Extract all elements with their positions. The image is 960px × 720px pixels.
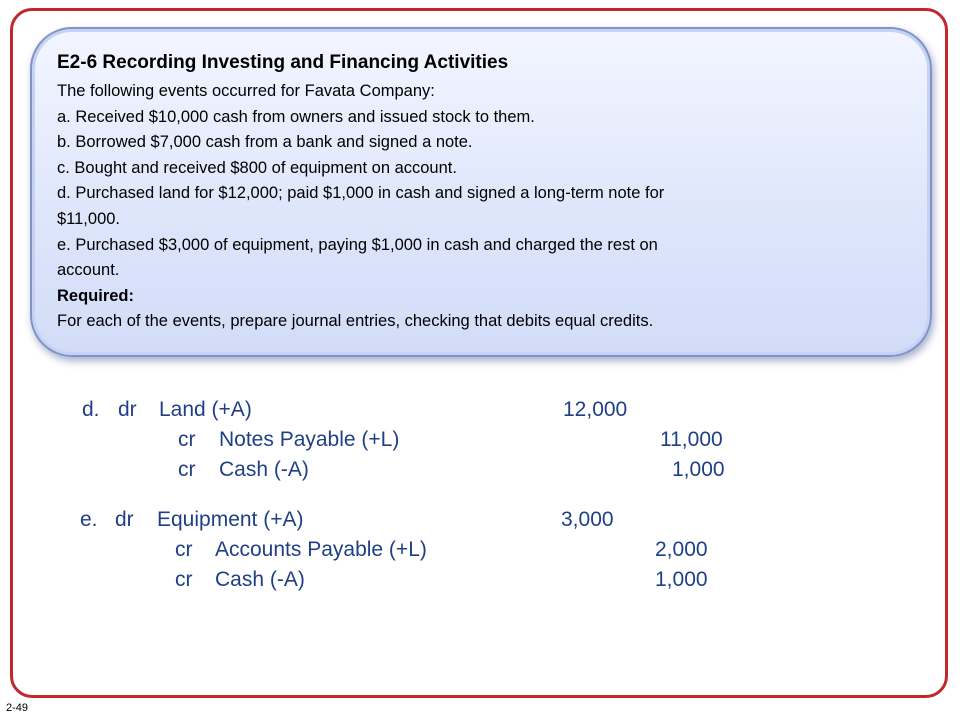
entry-d-credit-account: Notes Payable (+L) [219,428,400,451]
entry-d-label: d. [82,398,100,421]
event-line: a. Received $10,000 cash from owners and issued stock to them. [57,107,535,126]
problem-intro: The following events occurred for Favata Company: [57,82,435,100]
entry-e-credit-type: cr [175,538,193,561]
entry-d-debit-type: dr [118,398,137,421]
event-line: account. [57,261,120,280]
slide-number: 2-49 [6,702,29,714]
entry-d-credit-account: Cash (-A) [219,458,309,481]
required-label: Required: [57,286,135,305]
entry-d-debit-amount: 12,000 [563,398,628,421]
event-line: e. Purchased $3,000 of equipment, paying $1,000 in cash and charged the rest on [57,235,658,254]
entry-e-debit-type: dr [115,508,134,531]
entry-d-debit-account: Land (+A) [159,398,252,421]
entry-e-credit-amount: 1,000 [655,568,708,591]
event-line: d. Purchased land for $12,000; paid $1,000 in cash and signed a long-term note for [57,184,665,203]
entry-e-credit-account: Cash (-A) [215,568,305,591]
entry-e-debit-account: Equipment (+A) [157,508,304,531]
entry-d-credit-amount: 11,000 [660,428,723,451]
entry-e-credit-amount: 2,000 [655,538,708,561]
entry-e-credit-type: cr [175,568,193,591]
entry-e-debit-amount: 3,000 [561,508,614,531]
required-text: For each of the events, prepare journal entries, checking that debits equal credits. [57,312,654,331]
event-line: c. Bought and received $800 of equipment on account. [57,158,457,177]
entry-d-credit-amount: 1,000 [672,458,725,481]
entry-d-credit-type: cr [178,428,196,451]
entry-e-credit-account: Accounts Payable (+L) [215,538,427,561]
problem-title: E2-6 Recording Investing and Financing Activities [57,52,509,73]
entry-e-label: e. [80,508,98,531]
entry-d-credit-type: cr [178,458,196,481]
event-line: $11,000. [57,209,121,228]
event-line: b. Borrowed $7,000 cash from a bank and signed a note. [57,133,473,152]
